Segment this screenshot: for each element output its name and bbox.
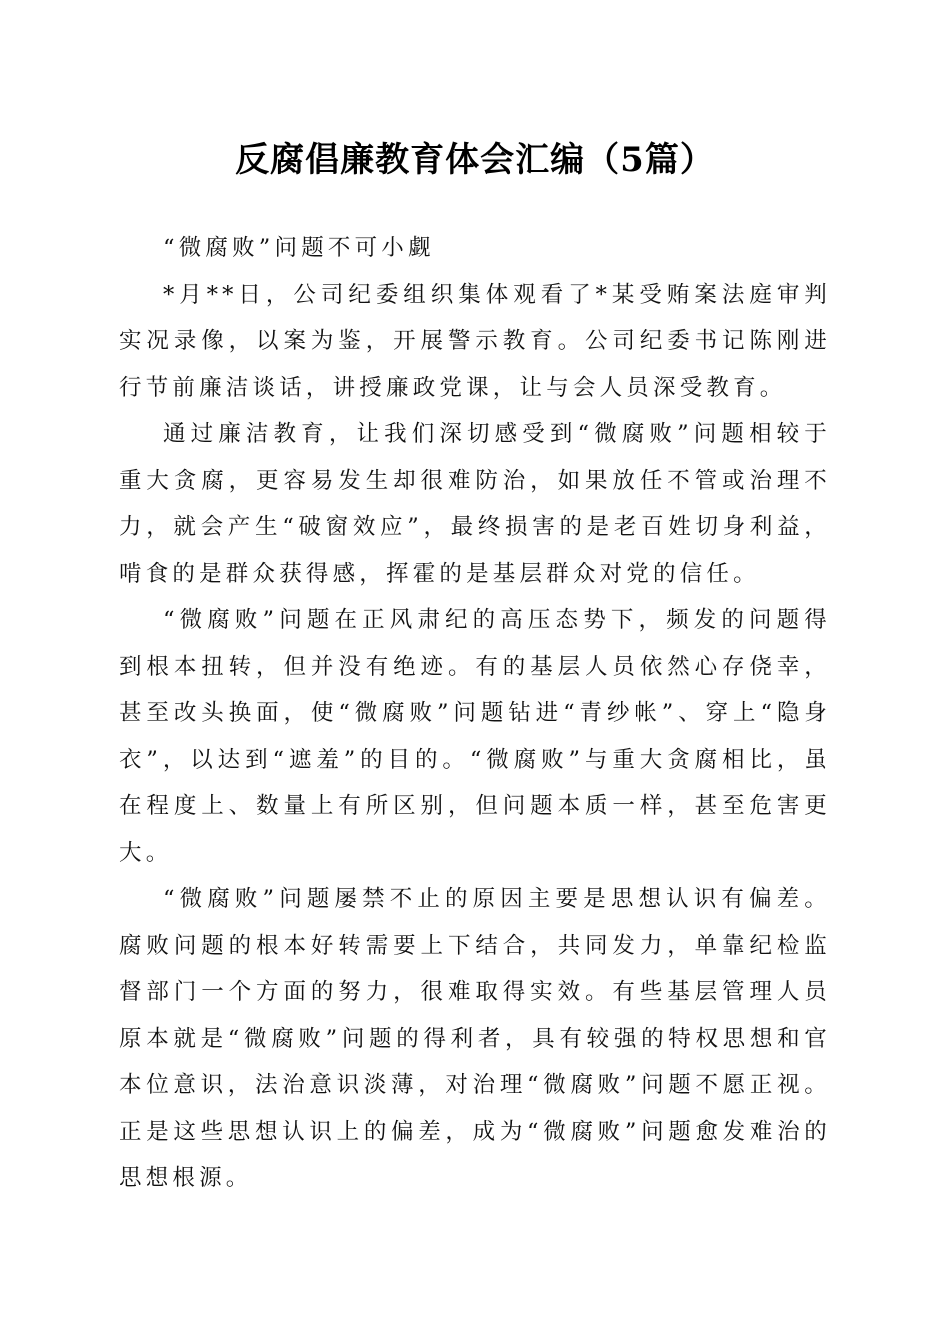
paragraph-1: *月**日，公司纪委组织集体观看了*某受贿案法庭审判实况录像，以案为鉴，开展警示教育。公司纪委书记陈刚进行节前廉洁谈话，讲授廉政党课，让与会人员深受教育。 [119, 281, 831, 401]
section-subtitle: “微腐败”问题不可小觑 [163, 235, 435, 261]
paragraph-2: 通过廉洁教育，让我们深切感受到“微腐败”问题相较于重大贪腐，更容易发生却很难防治，如果放任不管或治理不力，就会产生“破窗效应”，最终损害的是老百姓切身利益，啃食的是群众获得感，挥霍的是基层群众对党的信任。 [119, 421, 831, 587]
document-body [119, 225, 831, 1202]
paragraph-3: “微腐败”问题在正风肃纪的高压态势下，频发的问题得到根本扭转，但并没有绝迹。有的基层人员依然心存侥幸，甚至改头换面，使“微腐败”问题钻进“青纱帐”、穿上“隐身衣”，以达到“遮羞”的目的。“微腐败”与重大贪腐相比，虽在程度上、数量上有所区别，但问题本质一样，甚至危害更大。 [119, 607, 831, 866]
paragraph-4: “微腐败”问题屡禁不止的原因主要是思想认识有偏差。腐败问题的根本好转需要上下结合，共同发力，单靠纪检监督部门一个方面的努力，很难取得实效。有些基层管理人员原本就是“微腐败”问题的得利者，具有较强的特权思想和官本位意识，法治意识淡薄，对治理“微腐败”问题不愿正视。正是这些思想认识上的偏差，成为“微腐败”问题愈发难治的思想根源。 [119, 886, 831, 1191]
document-title: 反腐倡廉教育体会汇编（5篇） [235, 140, 715, 180]
